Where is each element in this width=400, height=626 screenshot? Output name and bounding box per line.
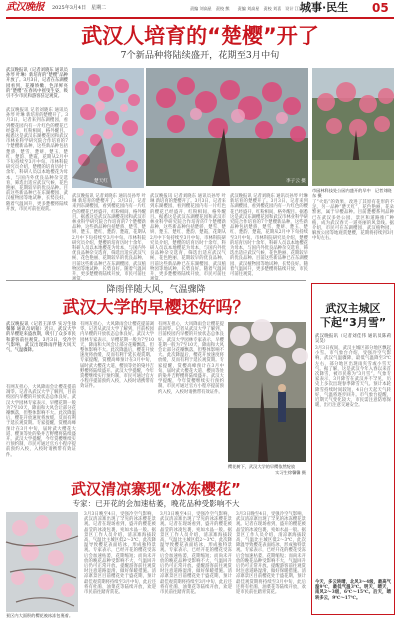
- main-body-center-right: 武汉晚报讯 记者刘晓东 通讯员孙琴 叶琳 新培育的楚樱开了。3月3日，记者来到东湖樱园，看到樱花园内有一片红色的樱花已经盛开，红粉相间，格外醒目。据悉这是武汉东湖樱花园和武汉市林业科学研究院合作培育的7个楚樱新品种，这些新品种包括楚骄、楚雪、楚妍、楚玉、楚红、楚韵、楚霞，花期从2月中下旬持续至3月中旬。市林科院研究员介绍，楚樱的培育历时十余年，科研人员以本地樱花为母本，与国内外优良品种杂交选育，筛选出适应武汉气候、花色艳丽、花期较早的优良品种。目前这些新品种已在东湖樱园、武汉植物园等地试种，长势良好。随着气温回升，更多楚樱将陆续开放，市民可前往观赏。: [230, 194, 308, 278]
- frozen-cherry-blossom-photo: [6, 512, 78, 612]
- bottom-story-subheadline: 专家：已开花的会加速枯萎，晚花品种受影响不大: [72, 499, 240, 508]
- snow-box-byline: 武汉晚报讯（记者刘佳伟 通讯员陈莉 吴昊）: [315, 334, 391, 345]
- second-story-body-1: 有网友担心，大风降雨会让樱花提前凋零。记者从武汉大学了解到，目前校园内早樱的开放状态总体良好。武汉大学园林专家表示，早樱花期一般为7至10天，降雨和大风会让部分花瓣飘落，但整体影响不大。此次降温后，樱花开放速度将放缓，反而有利于延长观赏期。专家提醒，赏樱高峰预计在3月中旬，届时武大樱花大道、樱顶等处的染井吉野樱将陆续盛开。武汉大学提醒，今年赏樱继续实行预约制，市民可通过官方小程序提前预约入校，入校时请携带有效证件。: [6, 385, 76, 458]
- bottom-story-body-1: 3月3日晚至4日，受强冷空气影响，武汉清凉寨出现了罕见的冰冻樱花景观。记者在现场看到，盛开的樱花被晶莹的冰凌包裹，宛如水晶一般。据景区工作人员介绍，清凉寨海拔较高，气温比主城区低2～3℃，此次降温导致樱花表面结冰，形成独特景观。专家表示，已经开花的樱花受冻后会加速枯萎，花期缩短；而尚未开放的晚花品种受影响不大，气温回升后仍可正常开放。提醒游客前往观赏时注意道路湿滑，做好保暖措施。清凉寨景区目前樱花处于盛花期，预计最佳观赏期将持续至3月中旬，此后还将有杜鹃、油菜花等陆续开放，欢迎市民前往踏青赏花。: [84, 512, 156, 596]
- main-photo-left: [72, 68, 144, 188]
- main-photo-right: [312, 68, 394, 186]
- main-body-center: 武汉晚报讯 记者刘晓东 通讯员孙琴 叶琳 新培育的楚樱开了。3月3日，记者来到东湖樱园，看到樱花园内有一片红色的樱花已经盛开，红粉相间，格外醒目。据悉这是武汉东湖樱花园和武汉市林业科学研究院合作培育的7个楚樱新品种，这些新品种包括楚骄、楚雪、楚妍、楚玉、楚红、楚韵、楚霞，花期从2月中下旬持续至3月中旬。市林科院研究员介绍，楚樱的培育历时十余年，科研人员以本地樱花为母本，与国内外优良品种杂交选育，筛选出适应武汉气候、花色艳丽、花期较早的优良品种。目前这些新品种已在东湖樱园、武汉植物园等地试种，长势良好。随着气温回升，更多楚樱将陆续开放，市民可前往: [150, 194, 226, 278]
- main-body-right: 了“火焰”的效果，改进了其原有花形的不足。另一品种“楚天红”，花色艳丽，花朵繁密，属于早樱品种。目前楚樱系列品种已在武汉多处公园、景区和道路推广种植，成为武汉春天一道亮丽的风景线。据介绍，市民可在东湖樱园、武汉植物园、解放公园等地观赏楚樱，花期将持续到3月中旬左右。: [312, 200, 394, 242]
- bottom-story-body-2: 3月3日晚至4日，受强冷空气影响，武汉清凉寨出现了罕见的冰冻樱花景观。记者在现场看到，盛开的樱花被晶莹的冰凌包裹，宛如水晶一般。据景区工作人员介绍，清凉寨海拔较高，气温比主城区低2～3℃，此次降温导致樱花表面结冰，形成独特景观。专家表示，已经开花的樱花受冻后会加速枯萎，花期缩短；而尚未开放的晚花品种受影响不大，气温回升后仍可正常开放。提醒游客前往观赏时注意道路湿滑，做好保暖措施。清凉寨景区目前樱花处于盛花期，预计最佳观赏期将持续至3月中旬，此后还将有杜鹃、油菜花等陆续开放，欢迎市民前往踏青赏花。: [160, 512, 232, 596]
- main-headline: 武汉人培育的“楚樱”开了: [81, 24, 319, 48]
- main-photo-right-caption: 市园林科技处公园内盛开的早中 记者刘晓东 摄: [312, 188, 392, 198]
- section-name: 城事·民生: [300, 1, 349, 14]
- snow-box-body: 3月3日夜间，武汉主城区部分地区飘起小雪。市气象台介绍，受强冷空气影响，武汉气温骤降，最低气温降至3℃左右，部分地区出现雨夹雪或小雪天气。据了解，这是武汉今年入春以来首次降雪，被市民称为“3月雪”。气象专家表示，3月降雪在武汉并不罕见，历史上多次出现春季降雪天气。预计本轮降雪持续时间较短，4日白天起天气转好，气温将逐步回升。市气象台提醒，近期天气变化较大，市民需注意防寒保暖，出行注意交通安全。: [315, 346, 391, 409]
- main-subheadline: 7个新品种将陆续盛开，花期至3月中旬: [120, 50, 280, 61]
- masthead-editors: 责编 刘高星 责校 熊 责编 刘高星 责校 刘喜 设计 江娟: [190, 6, 303, 11]
- snow-box-headline: 武汉主城区 下起“3月雪”: [319, 302, 387, 329]
- second-story-photo: [228, 322, 306, 462]
- bottom-story-headline: 武汉清凉寨现“冰冻樱花”: [71, 480, 241, 498]
- main-photo-left-label: 楚天红: [94, 179, 108, 184]
- cherry-blossom-photo-left: [72, 68, 144, 188]
- second-story-headline: 武汉大学的早樱还好吗？: [62, 298, 250, 318]
- main-body-left: 武汉晚报讯 记者刘晓东 通讯员孙琴 叶琳 新培育的楚樱开了。3月3日，记者来到东湖樱园，看到樱花园内有一片红色的樱花已经盛开，红粉相间，格外醒目。据悉这是武汉东湖樱花园和武汉市林业科学研究院合作培育的7个楚樱新品种，这些新品种包括楚骄、楚雪、楚妍、楚玉、楚红、楚韵、楚霞，花期从2月中下旬持续至3月中旬。市林科院研究员介绍，楚樱的培育历时十余年，科研人员以本地樱花为母本，与国内外优良品种杂交选育，筛选出适应武汉气候、花色艳丽、花期较早的优良品种。目前这些新品种已在东湖樱园、武汉植物园等地试种，长势良好。随着气温回升，更多楚樱将陆续开放，市民可前往观赏。: [6, 108, 68, 212]
- cherry-blossom-photo-middle: [146, 68, 308, 186]
- main-photo-middle-credit: 李子云 摄: [286, 179, 306, 184]
- bottom-story-body-3: 3月3日晚至4日，受强冷空气影响，武汉清凉寨出现了罕见的冰冻樱花景观。记者在现场看到，盛开的樱花被晶莹的冰凌包裹，宛如水晶一般。据景区工作人员介绍，清凉寨海拔较高，气温比主城区低2～3℃，此次降温导致樱花表面结冰，形成独特景观。专家表示，已经开花的樱花受冻后会加速枯萎，花期缩短；而尚未开放的晚花品种受影响不大，气温回升后仍可正常开放。提醒游客前往观赏时注意道路湿滑，做好保暖措施。清凉寨景区目前樱花处于盛花期，预计最佳观赏期将持续至3月中旬，此后还将有杜鹃、油菜花等陆续开放，欢迎市民前往踏青赏花。: [236, 512, 306, 596]
- section-divider-line-left: [6, 280, 306, 281]
- masthead-logo: 武汉晚报: [6, 2, 44, 13]
- bottom-story-photo: [6, 512, 78, 612]
- wuhan-university-photo: [228, 322, 306, 462]
- second-story-body-3: 有网友担心，大风降雨会让樱花提前凋零。记者从武汉大学了解到，目前校园内早樱的开放状态总体良好。武汉大学园林专家表示，早樱花期一般为7至10天，降雨和大风会让部分花瓣飘落，但整体影响不大。此次降温后，樱花开放速度将放缓，反而有利于延长观赏期。专家提醒，赏樱高峰预计在3月中旬，届时武大樱花大道、樱顶等处的染井吉野樱将陆续盛开。武汉大学提醒，今年赏樱继续实行预约制，市民可通过官方小程序提前预约入校，入校时请携带有效证件。: [158, 322, 224, 395]
- cherry-blossom-photo-right: [312, 68, 394, 186]
- second-story-photo-caption: 樱花树下，武汉大学的早樱依然绽放: [228, 464, 296, 469]
- second-story-photo-credit: 实习生徐馨馨 摄: [275, 470, 306, 475]
- second-story-body-2: 有网友担心，大风降雨会让樱花提前凋零。记者从武汉大学了解到，目前校园内早樱的开放状态总体良好。武汉大学园林专家表示，早樱花期一般为7至10天，降雨和大风会让部分花瓣飘落，但整体影响不大。此次降温后，樱花开放速度将放缓，反而有利于延长观赏期。专家提醒，赏樱高峰预计在3月中旬，届时武大樱花大道、樱顶等处的染井吉野樱将陆续盛开。武汉大学提醒，今年赏樱继续实行预约制，市民可通过官方小程序提前预约入校，入校时请携带有效证件。: [80, 322, 154, 390]
- bottom-story-photo-caption: 景区内大面积的樱花被冰冻包裹着。: [6, 613, 74, 618]
- second-story-lead: 武汉晚报讯（记者王泽华 实习生徐馨馨 通讯员胡韬）近日，武汉大学的早樱迎来盛放期，吸引了众多市民和游客前往观赏。3月3日，受冷空气影响，武汉出现降雨伴随大风天气，气温骤降。: [6, 322, 76, 354]
- second-story-kicker: 降雨伴随大风，气温骤降: [106, 285, 206, 295]
- snow-box-forecast: 今天，多云转晴，北风3～4级，最高气温9℃，最低气温3℃。明天，晴天，南风2～3级，6℃～15℃。后天，晴转多云，9℃～17℃。: [315, 580, 391, 601]
- masthead-rule: [6, 17, 394, 19]
- main-body-middle: 武汉晚报讯 记者刘晓东 通讯员孙琴 叶琳 新培育的楚樱开了。3月3日，记者来到东湖樱园，看到樱花园内有一片红色的樱花已经盛开，红粉相间，格外醒目。据悉这是武汉东湖樱花园和武汉市林业科学研究院合作培育的7个楚樱新品种，这些新品种包括楚骄、楚雪、楚妍、楚玉、楚红、楚韵、楚霞，花期从2月中下旬持续至3月中旬。市林科院研究员介绍，楚樱的培育历时十余年，科研人员以本地樱花为母本，与国内外优良品种杂交选育，筛选出适应武汉气候、花色艳丽、花期较早的优良品种。目前这些新品种已在东湖樱园、武汉植物园等地试种，长势良好。随着气温回升，更多楚樱将陆续开放，市民可前往: [72, 194, 146, 278]
- main-lead-paragraph: 武汉晚报讯（记者刘晓东 通讯员孙琴 叶琳）新培育的“楚樱”品种开放了。3月3日，记者在东湖樱园看到，花瓣娇嫩、色泽鲜亮的“楚樱”在春风中摇曳生姿，吸引不少市民和游客驻足观赏。: [6, 68, 68, 100]
- main-photo-middle: [146, 68, 308, 186]
- page-number: 05: [372, 1, 389, 15]
- masthead-date: 2025年3月4日 星期二: [52, 5, 107, 11]
